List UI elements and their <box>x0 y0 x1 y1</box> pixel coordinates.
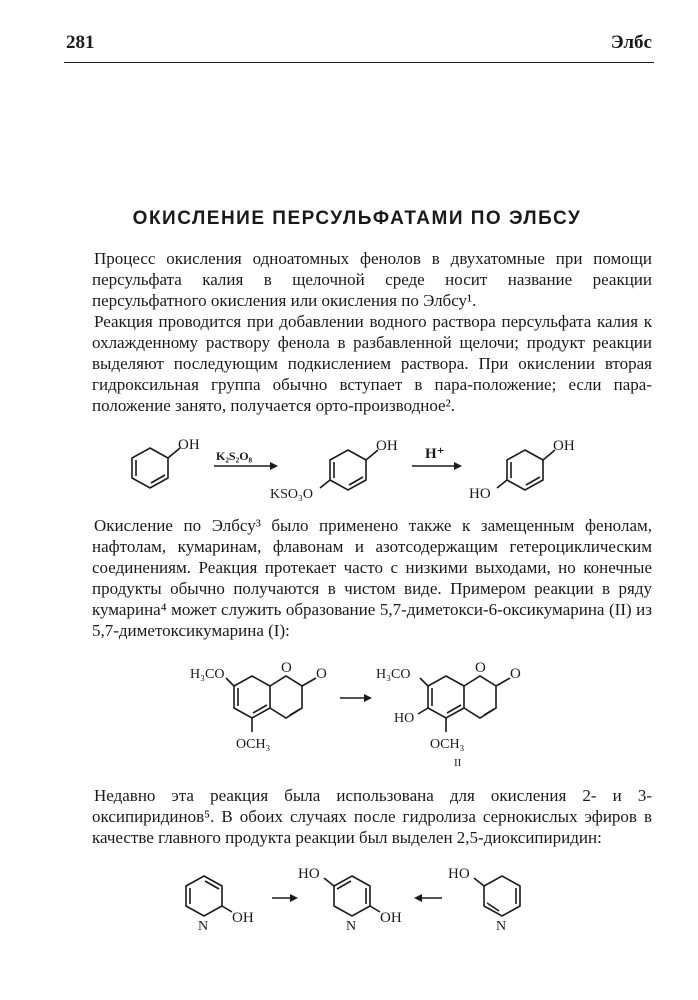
paragraph-3 <box>92 515 652 641</box>
scheme-phenol-oxidation <box>120 428 620 510</box>
coumarin-II-label: II <box>454 757 462 769</box>
acid-label: H⁺ <box>425 446 445 462</box>
2-5-dihydroxypyridine-structure <box>298 866 402 934</box>
hydroquinone-structure <box>469 438 575 502</box>
coumarin-I-structure <box>190 660 327 752</box>
paragraph-2 <box>92 311 652 416</box>
pyridine-c-ho: HO <box>448 866 470 882</box>
pyridine-c-n: N <box>496 919 507 934</box>
coumarin-II-structure <box>376 660 521 769</box>
reaction-arrow-1 <box>214 449 278 470</box>
coumarin-I-ring-o: O <box>281 660 292 676</box>
hydroquinone-oh-label: OH <box>553 438 575 454</box>
pyridine-b-ho: HO <box>298 866 320 882</box>
coumarin-II-h3co: H₃CO <box>376 667 411 682</box>
paragraph-4-text: Недавно эта реакция была использована для окисления 2- и 3-оксипиридинов⁵. В обоих случаях после гидролиза сернокислых эфиров в качестве главного продукта реакции был выделен 2,5-диоксипиридин: <box>92 786 652 847</box>
scheme-pyridine-oxidation <box>180 860 540 940</box>
pyridine-b-n: N <box>346 919 357 934</box>
paragraph-4 <box>92 785 652 848</box>
coumarin-II-ho: HO <box>394 711 415 726</box>
phenol-oh-label: OH <box>178 437 200 453</box>
running-title: Элбс <box>610 32 652 53</box>
reaction-arrow-2 <box>412 446 462 470</box>
reaction-arrow-5 <box>414 894 442 902</box>
pyridine-a-oh: OH <box>232 910 254 926</box>
sulfate-ester-structure <box>270 438 398 502</box>
reaction-arrow-3 <box>340 694 372 702</box>
3-hydroxypyridine-structure <box>448 866 520 934</box>
header-rule <box>64 62 654 63</box>
kso3o-label: KSO₃O <box>270 487 313 502</box>
pyridine-a-n: N <box>198 919 209 934</box>
reagent-label: K₂S₂O₈ <box>216 449 253 463</box>
paragraph-1-text: Процесс окисления одноатомных фенолов в двухатомные при помощи персульфата калия в щелочной среде носит название реакции персульфатного окисления или окисления по Элбсу¹. <box>92 249 652 310</box>
paragraph-1 <box>92 248 652 311</box>
coumarin-I-och3: OCH₃ <box>236 737 271 752</box>
scheme-coumarin-oxidation <box>190 652 550 772</box>
section-title: ОКИСЛЕНИЕ ПЕРСУЛЬФАТАМИ ПО ЭЛБСУ <box>132 208 582 229</box>
2-hydroxypyridine-structure <box>186 876 254 934</box>
hydroquinone-ho-label: HO <box>469 486 491 502</box>
coumarin-I-keto-o: O <box>316 666 327 682</box>
phenol-structure <box>132 437 200 488</box>
paragraph-3-text: Окисление по Элбсу³ было применено также к замещенным фенолам, нафтолам, кумаринам, флавонам и азотсодержащим гетероциклическим соединениям. Реакция протекает часто с низкими выходами, но конечные продукты обычно получаются в чистом виде. Примером реакции в ряду кумарина⁴ может служить образование 5,7-диметокси-6-оксикумарина (II) из 5,7-диметоксикумарина (I): <box>92 516 652 640</box>
reaction-arrow-4 <box>272 894 298 902</box>
paragraph-2-text: Реакция проводится при добавлении водного раствора персульфата калия к охлажденному раствору фенола в разбавленной щелочи; продукт реакции выделяют последующим подкислением раствора. При окислении вторая гидроксильная группа обычно вступает в пара-положение; если пара-положение занято, получается орто-производное². <box>92 312 652 415</box>
coumarin-I-h3co: H₃CO <box>190 667 225 682</box>
ester-oh-label: OH <box>376 438 398 454</box>
coumarin-II-och3: OCH₃ <box>430 737 465 752</box>
coumarin-II-ring-o: O <box>475 660 486 676</box>
pyridine-b-oh: OH <box>380 910 402 926</box>
coumarin-II-keto-o: O <box>510 666 521 682</box>
page-number: 281 <box>66 32 95 53</box>
